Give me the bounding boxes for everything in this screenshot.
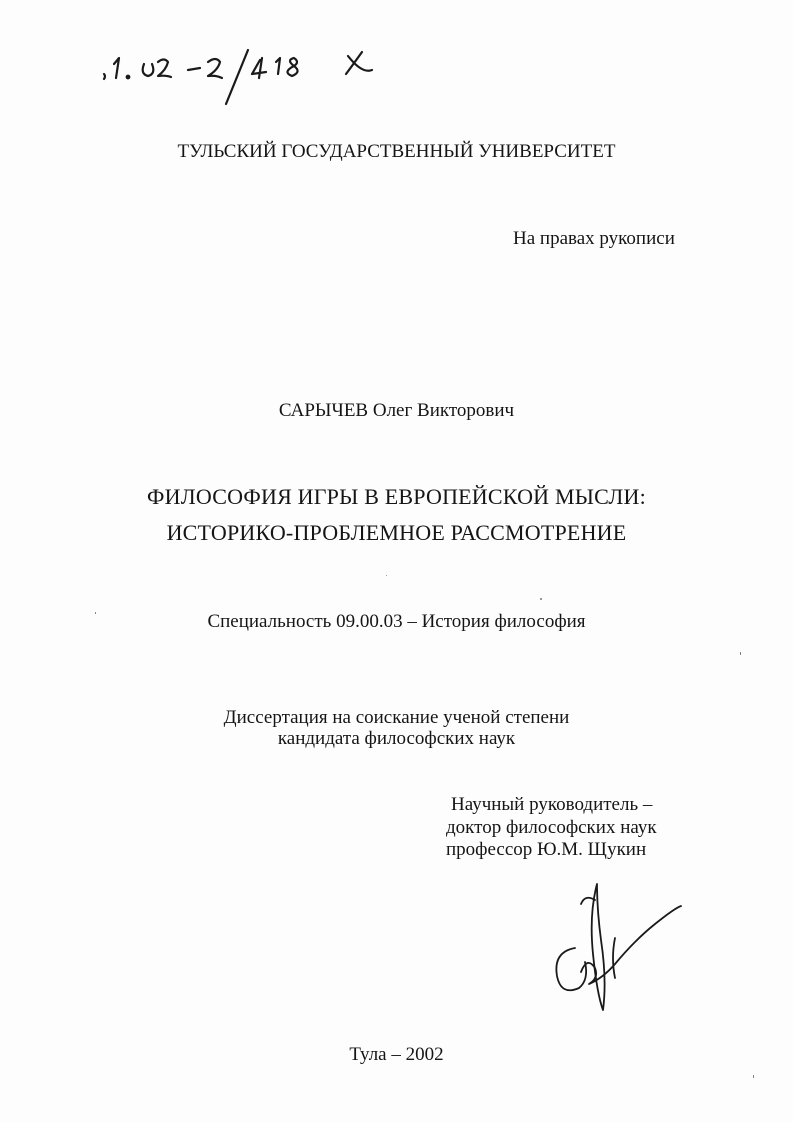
supervisor-role: Научный руководитель – <box>451 794 653 815</box>
scan-speck <box>386 575 387 576</box>
signature <box>545 878 690 1018</box>
dissertation-degree-line-2: кандидата философских наук <box>277 728 516 749</box>
scan-speck <box>753 1075 754 1078</box>
dissertation-title-line-2: ИСТОРИКО-ПРОБЛЕМНОЕ РАССМОТРЕНИЕ <box>166 520 627 545</box>
dissertation-degree-line-1: Диссертация на соискание ученой степени <box>223 707 570 728</box>
scan-speck <box>740 652 741 655</box>
supervisor-degree: доктор философских наук <box>446 817 657 838</box>
manuscript-rights-note: На правах рукописи <box>513 228 675 249</box>
author-name <box>0 400 793 422</box>
supervisor-name: профессор Ю.М. Щукин <box>446 839 647 860</box>
author-surname: САРЫЧЕВ <box>278 400 369 421</box>
handwritten-archive-mark <box>100 40 400 120</box>
city-year: Тула – 2002 <box>349 1044 444 1065</box>
scan-speck <box>540 598 542 600</box>
university-name: ТУЛЬСКИЙ ГОСУДАРСТВЕННЫЙ УНИВЕРСИТЕТ <box>177 141 616 162</box>
scan-speck <box>95 612 96 614</box>
author-given-names: Олег Викторович <box>372 400 515 421</box>
specialty: Специальность 09.00.03 – История философия <box>207 611 586 632</box>
dissertation-title-line-1: ФИЛОСОФИЯ ИГРЫ В ЕВРОПЕЙСКОЙ МЫСЛИ: <box>147 484 646 509</box>
